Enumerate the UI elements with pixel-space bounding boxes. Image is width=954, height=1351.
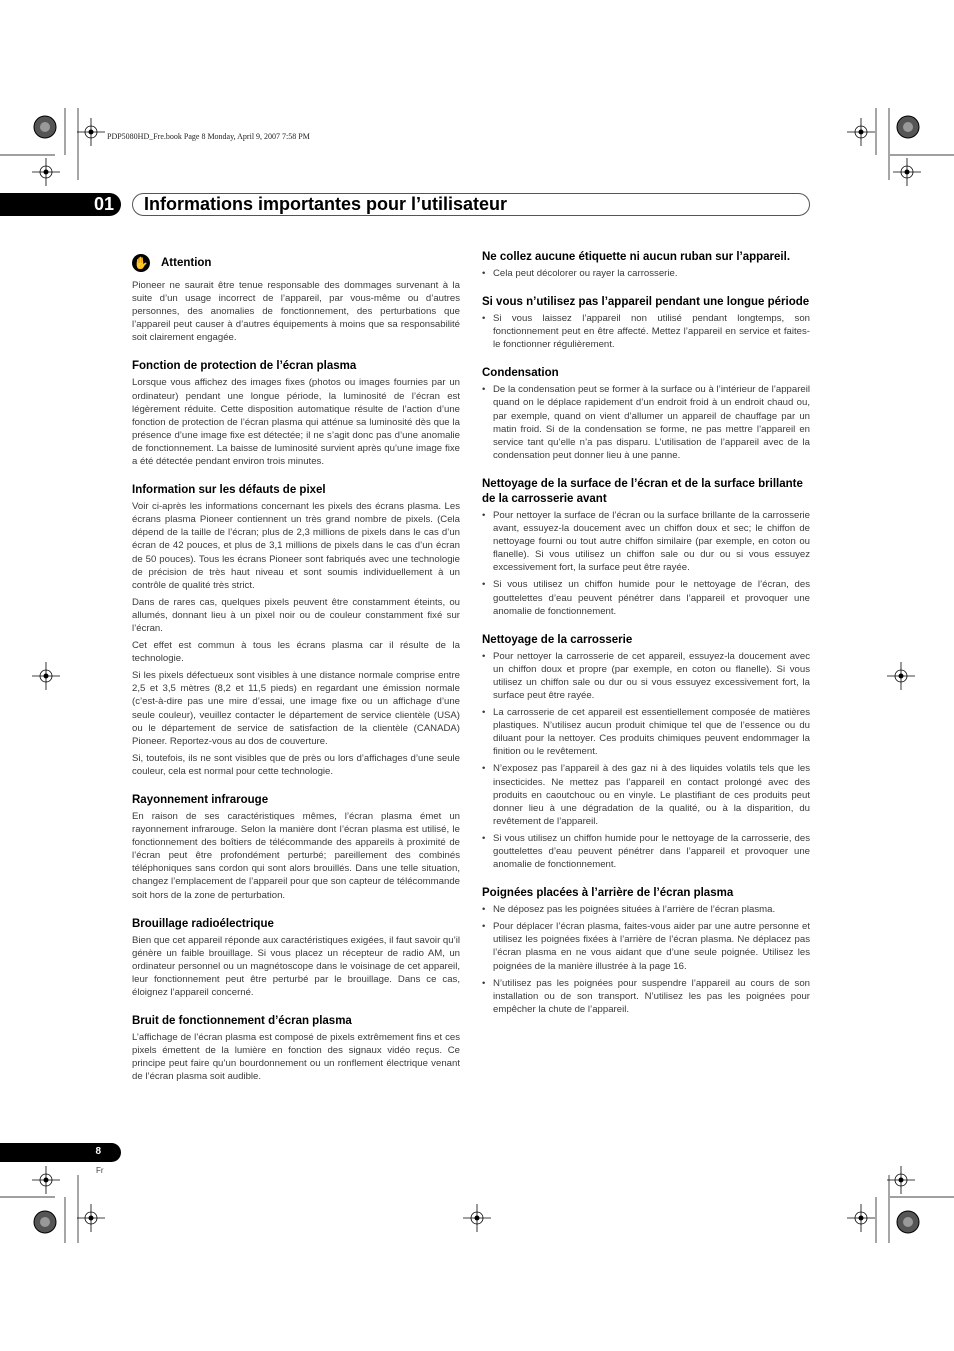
- file-info-line: PDP5080HD_Fre.book Page 8 Monday, April 9, 2007 7:58 PM: [107, 132, 310, 141]
- section-operating-noise: [132, 1014, 460, 1083]
- bullet-item: • Si vous laissez l’appareil non utilisé pendant longtemps, son fonctionnement peut en être affecté. Mettez l’appareil en service et faites-le fonctionner régulièrement.: [482, 312, 810, 351]
- attention-label: Attention: [161, 257, 212, 269]
- attention-heading: [132, 254, 460, 272]
- section-radio-interference: [132, 917, 460, 999]
- chapter-number: 01: [93, 194, 114, 214]
- right-column: [482, 250, 810, 1031]
- bullet-item: • Si vous utilisez un chiffon humide pour le nettoyage de l’écran, des gouttelettes d’eau peuvent pénétrer dans l’appareil et provoquer une anomalie de fonctionnement.: [482, 578, 810, 617]
- section-heading: Nettoyage de la carrosserie: [482, 633, 633, 646]
- section-heading: Information sur les défauts de pixel: [132, 484, 326, 497]
- bullet-item: • De la condensation peut se former à la surface ou à l’intérieur de l’appareil quand on le déplace rapidement d’un endroit froid à un endroit chaud ou, par exemple, quand on vient d’allumer un appareil de chauffage par un matin froid. Si de la condensation se forme, ne pas mettre l’appareil en service tant qu’elle n’a pas disparu. L’utilisation de l’appareil avec de la condensation peut donner lieu à une panne.: [482, 383, 810, 462]
- section-heading: Fonction de protection de l’écran plasma: [132, 360, 357, 373]
- bullet-item: • Ne déposez pas les poignées situées à l’arrière de l’écran plasma.: [482, 903, 810, 916]
- bullet-item: • N’exposez pas l’appareil à des gaz ni à des liquides volatils tels que les insecticides. Ne mettez pas l’appareil en contact prolongé avec des produits en caoutchouc ou en vinyle. Le plastifiant de ces produits peut donner lieu à une dégradation de la qualité, ou à la disparition, du revêtement de l’appareil.: [482, 762, 810, 827]
- attention-text: Pioneer ne saurait être tenue responsable des dommages survenant à la suite d’un usage incorrect de l’appareil, par vous-même ou d’autres personnes, des anomalies de fonctionnement, des perturbations que l’appareil peut causer à d’autres équipements à moins que sa responsabilité soit clairement engagée.: [132, 280, 460, 344]
- bullet-item: • N’utilisez pas les poignées pour suspendre l’appareil au cours de son installation ou de son transport. N’utilisez les pas les poignées pour empêcher la chute de l’appareil.: [482, 977, 810, 1016]
- paragraph: Si, toutefois, ils ne sont visibles que de près ou lors d’affichages d’une seule couleur, cela est normal pour cette technologie.: [132, 752, 460, 777]
- section-handles: [482, 886, 810, 1016]
- paragraph: Voir ci-après les informations concernant les pixels des écrans plasma. Les écrans plasma Pioneer contiennent un très grand nombre de pixels. (Cela dépend de la taille de l’écran; plus de 2,3 millions de pixels dans le cas d’un écran de 42 pouces, et plus de 3,1 millions de pixels dans le cas d’un écran de 50 pouces). Tous les écrans Pioneer sont fabriqués avec une technologie de précision de très haut niveau et sont soumis individuellement à un contrôle de qualité très strict.: [132, 501, 460, 591]
- section-heading: Brouillage radioélectrique: [132, 917, 274, 930]
- section-condensation: [482, 366, 810, 462]
- bullet-item: • Pour nettoyer la carrosserie de cet appareil, essuyez-la doucement avec un chiffon doux et propre (par exemple, en coton ou flanelle). Si vous utilisez un chiffon sale ou dur ou si vous essuyez excessivement fort, la surface peut être rayée.: [482, 650, 810, 702]
- left-column: [132, 250, 460, 1099]
- section-screen-cleaning: [482, 477, 810, 618]
- section-heading: Poignées placées à l’arrière de l’écran plasma: [482, 887, 734, 900]
- page-number: 8: [95, 1146, 101, 1157]
- page-number-tab: [0, 1143, 121, 1162]
- section-heading: Bruit de fonctionnement d’écran plasma: [132, 1015, 352, 1028]
- section-heading: Si vous n’utilisez pas l’appareil pendant une longue période: [482, 296, 810, 309]
- chapter-title: Informations importantes pour l’utilisateur: [144, 194, 508, 214]
- paragraph: L’affichage de l’écran plasma est composé de pixels extrêmement fins et ces pixels émettent de la lumière en fonction des signaux vidéo reçus. Ce principe peut faire qu’un bourdonnement ou un ronflement électrique venant de l’écran plasma soit audible.: [132, 1032, 460, 1083]
- bullet-item: • Si vous utilisez un chiffon humide pour le nettoyage de la carrosserie, des gouttelettes d’eau peuvent pénétrer dans l’appareil et provoquer une anomalie de fonctionnement.: [482, 832, 810, 871]
- section-heading: Condensation: [482, 367, 559, 380]
- section-heading: Ne collez aucune étiquette ni aucun ruban sur l’appareil.: [482, 251, 791, 263]
- paragraph: En raison de ses caractéristiques mêmes, l’écran plasma émet un rayonnement infrarouge. Selon la manière dont l’écran plasma est utilisé, le fonctionnement des boîtiers de télécommande des appareils à proximité de l’écran peut être profondément perturbé; pareillement des combinés téléphoniques sans cordon qui sont alors brouillés. Dans une telle situation, changez l’emplacement de l’appareil pour que son capteur de télécommande soit hors de la zone de perturbation.: [132, 811, 460, 901]
- section-pixel-defects: [132, 483, 460, 778]
- language-code: Fr: [96, 1166, 104, 1175]
- bullet-item: • Pour nettoyer la surface de l’écran ou la surface brillante de la carrosserie avant, essuyez-la doucement avec un chiffon doux et sec; le chiffon de nettoyage fourni ou tout autre chiffon similaire (par exemple, en coton ou flanelle). Si vous utilisez un chiffon sale ou dur ou si vous essuyez excessivement fort, la surface peut être rayée.: [482, 509, 810, 574]
- paragraph: Si les pixels défectueux sont visibles à une distance normale comprise entre 2,5 et 3,5 mètres (8,2 et 11,5 pieds) en regardant une émission normale (c’est-à-dire pas une mire d’essai, une image fixe ou un affichage d’une seule couleur), veuillez contacter le département de service clientèle (USA) ou le département de service de satisfaction de la clientèle (CANADA) Pioneer. Reportez-vous au dos de couverture.: [132, 670, 460, 747]
- bullet-item: • Cela peut décolorer ou rayer la carrosserie.: [482, 267, 810, 280]
- chapter-tab: [0, 193, 121, 216]
- bullet-item: • Pour déplacer l’écran plasma, faites-vous aider par une autre personne et utilisez les poignées fixées à l’arrière de l’écran plasma. Ne déplacez pas l’écran plasma en ne vous aidant que d’une seule poignée. Utilisez les poignées de la manière illustrée à la page 16.: [482, 920, 810, 972]
- section-long-unused: [482, 295, 810, 351]
- paragraph: Cet effet est commun à tous les écrans plasma car il résulte de la technologie.: [132, 640, 460, 665]
- paragraph: Bien que cet appareil réponde aux caractéristiques exigées, il faut savoir qu’il génère un faible brouillage. Si vous placez un récepteur de radio AM, un ordinateur personnel ou un magnétoscope dans le voisinage de cet appareil, leur fonctionnement peut être perturbé par le brouillage. Dans ce cas, éloignez l’appareil concerné.: [132, 934, 460, 999]
- paragraph: Dans de rares cas, quelques pixels peuvent être constamment éteints, ou allumés, donnant lieu à un pixel noir ou de couleur constamment fixé sur l’écran.: [132, 596, 460, 634]
- section-infrared: [132, 793, 460, 902]
- section-cabinet-cleaning: [482, 633, 810, 872]
- section-heading: Nettoyage de la surface de l’écran et de la surface brillante de la carrosserie avant: [482, 477, 803, 505]
- chapter-title-bar: [132, 193, 810, 216]
- bullet-item: • La carrosserie de cet appareil est essentiellement composée de matières plastiques. N’utilisez aucun produit chimique tel que de l’essence ou du diluant pour la nettoyer. Ces produits chimiques peuvent endommager la finition ou le revêtement.: [482, 706, 810, 758]
- paragraph: Lorsque vous affichez des images fixes (photos ou images fournies par un ordinateur) pendant une longue période, la luminosité de l’écran est légèrement réduite. Cette disposition automatique résulte de l’action d’une fonction de protection de l’écran plasma qui atténue sa luminosité dès que la présence d’une image fixe est détectée; il ne s’agit donc pas d’une anomalie de fonctionnement. La baisse de luminosité survient après qu’une image fixe a été détectée pendant environ trois minutes.: [132, 377, 460, 468]
- hand-warning-icon: ✋: [133, 256, 149, 270]
- section-screen-protection: [132, 359, 460, 468]
- section-no-labels: [482, 250, 810, 280]
- section-heading: Rayonnement infrarouge: [132, 794, 269, 806]
